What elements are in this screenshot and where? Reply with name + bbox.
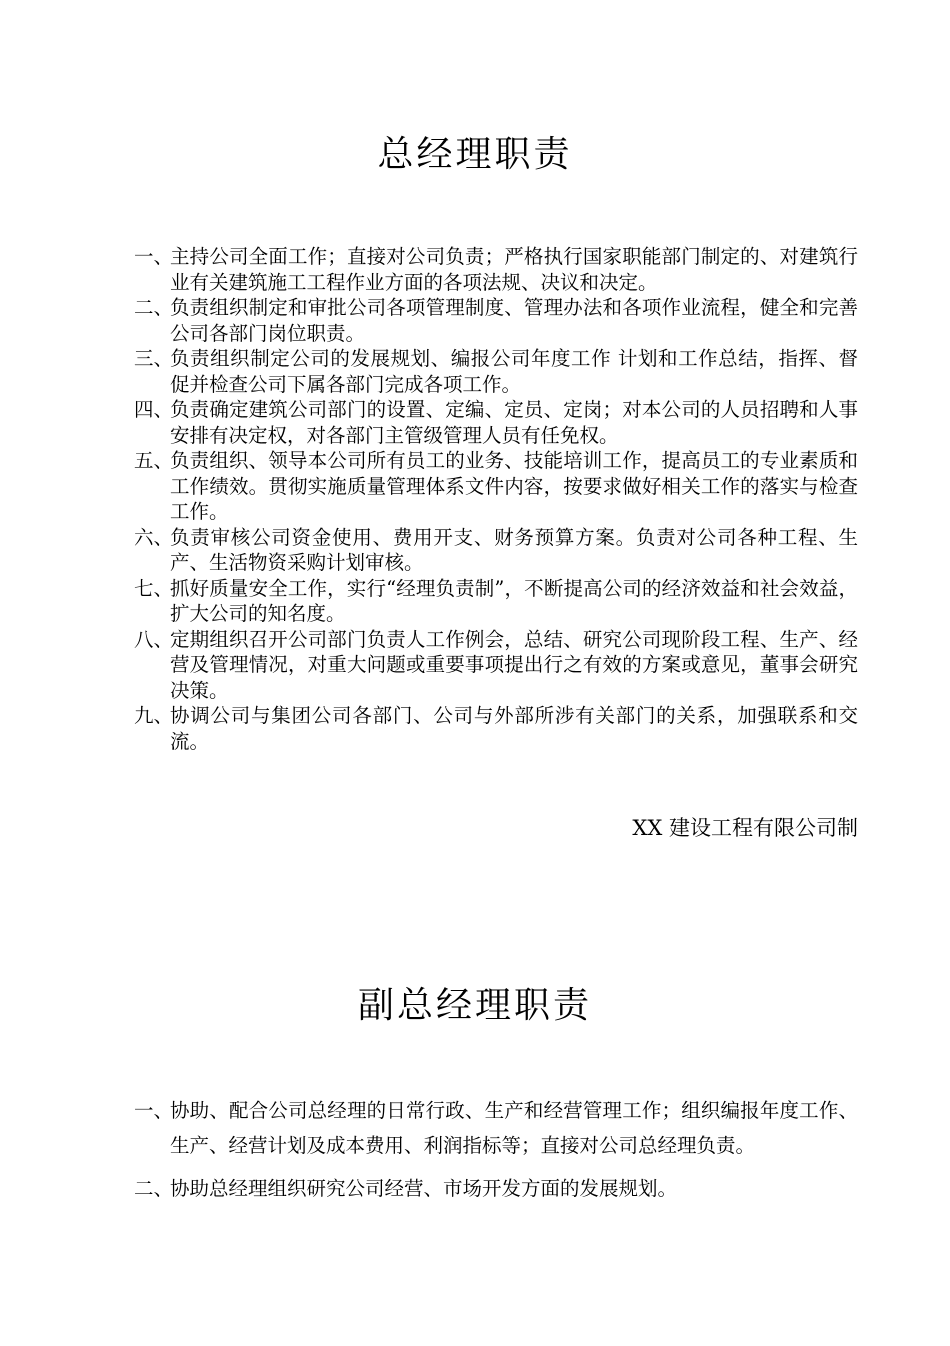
- duty-item: [134, 1171, 858, 1206]
- duty-number: 二、: [134, 1177, 174, 1200]
- duty-item: [134, 448, 858, 525]
- company-signature: XX 建设工程有限公司制: [632, 816, 858, 840]
- duty-text: 抓好质量安全工作，实行“经理负责制”，不断提高公司的经济效益和社会效益，扩大公司的知名度。: [170, 576, 858, 625]
- duty-text: 负责确定建筑公司部门的设置、定编、定员、定岗；对本公司的人员招聘和人事安排有决定权，对各部门主管级管理人员有任免权。: [170, 398, 858, 447]
- section-title-deputy-general-manager: 副总经理职责: [357, 985, 592, 1026]
- duty-item: [134, 525, 858, 576]
- duty-number: 七、: [134, 576, 174, 600]
- duty-item: [134, 576, 858, 627]
- duty-number: 三、: [134, 347, 174, 370]
- section-title-general-manager: 总经理职责: [377, 134, 573, 175]
- duty-text: 协调公司与集团公司各部门、公司与外部所涉有关部门的关系，加强联系和交流。: [170, 704, 858, 753]
- duty-text: 负责审核公司资金使用、费用开支、财务预算方案。负责对公司各种工程、生产、生活物资采购计划审核。: [170, 525, 858, 574]
- general-manager-duties-list: [134, 244, 858, 754]
- duty-number: 四、: [134, 398, 174, 421]
- duty-item: [134, 703, 858, 754]
- duty-text: 负责组织、领导本公司所有员工的业务、技能培训工作，提高员工的专业素质和工作绩效。贯彻实施质量管理体系文件内容，按要求做好相关工作的落实与检查工作。: [170, 449, 858, 523]
- duty-text: 定期组织召开公司部门负责人工作例会，总结、研究公司现阶段工程、生产、经营及管理情况，对重大问题或重要事项提出行之有效的方案或意见，董事会研究决策。: [170, 627, 858, 702]
- duty-number: 五、: [134, 449, 174, 472]
- duty-number: 九、: [134, 704, 174, 727]
- deputy-manager-duties-list: [134, 1093, 858, 1214]
- duty-item: [134, 244, 858, 295]
- duty-number: 一、: [134, 1099, 174, 1122]
- duty-item: [134, 397, 858, 448]
- duty-text: 负责组织制定和审批公司各项管理制度、管理办法和各项作业流程，健全和完善公司各部门岗位职责。: [170, 296, 858, 345]
- duty-item: [134, 1093, 858, 1163]
- duty-text: 负责组织制定公司的发展规划、编报公司年度工作 计划和工作总结，指挥、督促并检查公司下属各部门完成各项工作。: [170, 347, 858, 396]
- duty-text: 协助、配合公司总经理的日常行政、生产和经营管理工作；组织编报年度工作、生产、经营计划及成本费用、利润指标等；直接对公司总经理负责。: [170, 1099, 858, 1157]
- duty-text: 协助总经理组织研究公司经营、市场开发方面的发展规划。: [170, 1177, 678, 1200]
- duty-number: 六、: [134, 525, 174, 549]
- duty-number: 八、: [134, 627, 174, 651]
- duty-item: [134, 627, 858, 704]
- duty-text: 主持公司全面工作；直接对公司负责；严格执行国家职能部门制定的、对建筑行业有关建筑施工工程作业方面的各项法规、决议和决定。: [170, 245, 858, 294]
- duty-number: 一、: [134, 245, 174, 268]
- duty-number: 二、: [134, 296, 174, 319]
- duty-item: [134, 346, 858, 397]
- duty-item: [134, 295, 858, 346]
